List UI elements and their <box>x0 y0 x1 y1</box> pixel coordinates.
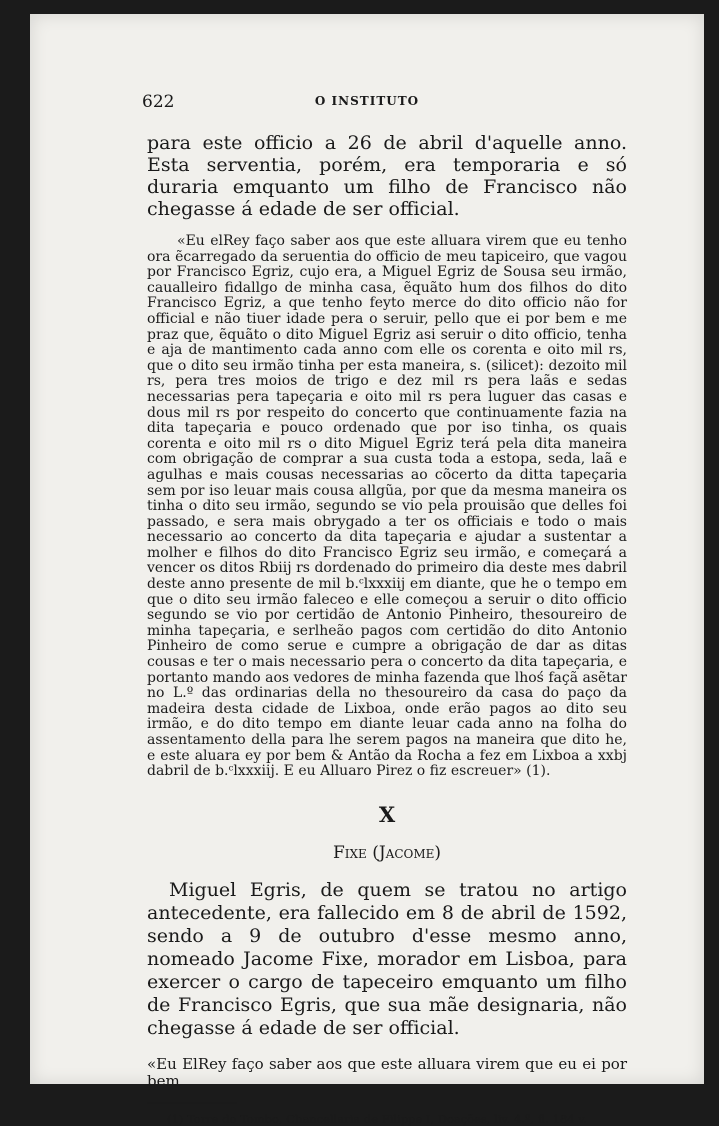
running-title: O INSTITUTO <box>314 94 420 108</box>
quoted-document-2: «Eu ElRey faço saber aos que este alluara virem que eu ei por bem <box>147 1054 627 1090</box>
intro-paragraph: para este officio a 26 de abril d'aquelle anno. Esta serventia, porém, era temporaria e só duraria emquanto um filho de Francisco não chegasse á edade de ser official. <box>147 132 627 220</box>
page-header <box>30 92 704 112</box>
page-number: 622 <box>142 92 175 112</box>
page-content <box>147 132 627 1126</box>
footnote-rule <box>147 1102 237 1104</box>
quoted-document-1: «Eu elRey faço saber aos que este alluara virem que eu tenho ora ẽcarregado da seruentia do officio de meu tapiceiro, que vagou por Francisco Egriz, cujo era, a Miguel Egriz de Sousa seu irmão, caualleiro fidallgo de minha casa, ẽquãto hum dos filhos do dito Francisco Egriz, a que tenho feyto merce do dito officio não for official e não tiuer idade pera o seruir, pello que ei por bem e me praz que, ẽquãto o dito Miguel Egriz asi seruir o dito officio, tenha e aja de mantimento cada anno com elle os corenta e oito mil rs, que o dito seu irmão tinha per esta maneira, s. (silicet): dezoito mil rs, pera tres moios de trigo e dez mil rs pera laãs e sedas necessarias pera tapeçaria e oito mil rs pera luguer das casas e dous mil rs por respeito do concerto que continuamente fazia na dita tapeçaria e pouco ordenado que por iso tinha, os quais corenta e oito mil rs o dito Miguel Egriz terá pela dita maneira com obrigação de comprar a sua custa toda a estopa, seda, laã e agulhas e mais cousas necessarias ao cõcerto da ditta tapeçaria sem por iso leuar mais cousa allgũa, por que da mesma maneira os tinha o dito seu irmão, segundo se vio pela prouisão que delles foi passado, e sera mais obrygado a ter os officiais e todo o mais necessario ao concerto da dita tapeçaria e ajudar a sustentar a molher e filhos do dito Francisco Egriz seu irmão, e começará a vencer os ditos Rbiij rs dordenado do primeiro dia deste mes dabril deste anno presente de mil b.ᶜlxxxiij em diante, que he o tempo em que o dito seu irmão faleceo e elle começou a seruir o dito officio segundo se vio por certidão de Antonio Pinheiro, thesoureiro de minha tapeçaria, e serlheão pagos com certidão do dito Antonio Pinheiro de como serue e cumpre a obrigação de dar as ditas cousas e ter o mais necessario pera o concerto da dita tapeçaria, e portanto mando aos vedores de minha fazenda que lhoś façã asẽtar no L.º das ordinarias della no thesoureiro da casa do paço da madeira desta cidade de Lixboa, onde erão pagos ao dito seu irmão, e do dito tempo em diante leuar cada anno na folha do assentamento della para lhe serem pagos na maneira que dito he, e este aluara ey por bem & Antão da Rocha a fez em Lixboa a xxbj dabril de b.ᶜlxxxiij. E eu Alluaro Pirez o fiz escreuer» (1). <box>147 233 627 780</box>
body-paragraph: Miguel Egris, de quem se tratou no artigo antecedente, era fallecido em 8 de abril de 1592, sendo a 9 de outubro d'esse mesmo anno, nomeado Jacome Fixe, morador em Lisboa, para exercer o cargo de tapeceiro emquanto um filho de Francisco Egris, que sua mãe designaria, não chegasse á edade de ser official. <box>147 878 627 1039</box>
footnote: (1) Torre do Tombo, Chancellaria de Filippe I, Doações, liv. 4.º, fl. 184 v. <box>167 1111 587 1126</box>
book-page <box>30 14 704 1126</box>
section-numeral: X <box>378 801 396 827</box>
section-heading: Fixe (Jacome) <box>332 842 442 863</box>
